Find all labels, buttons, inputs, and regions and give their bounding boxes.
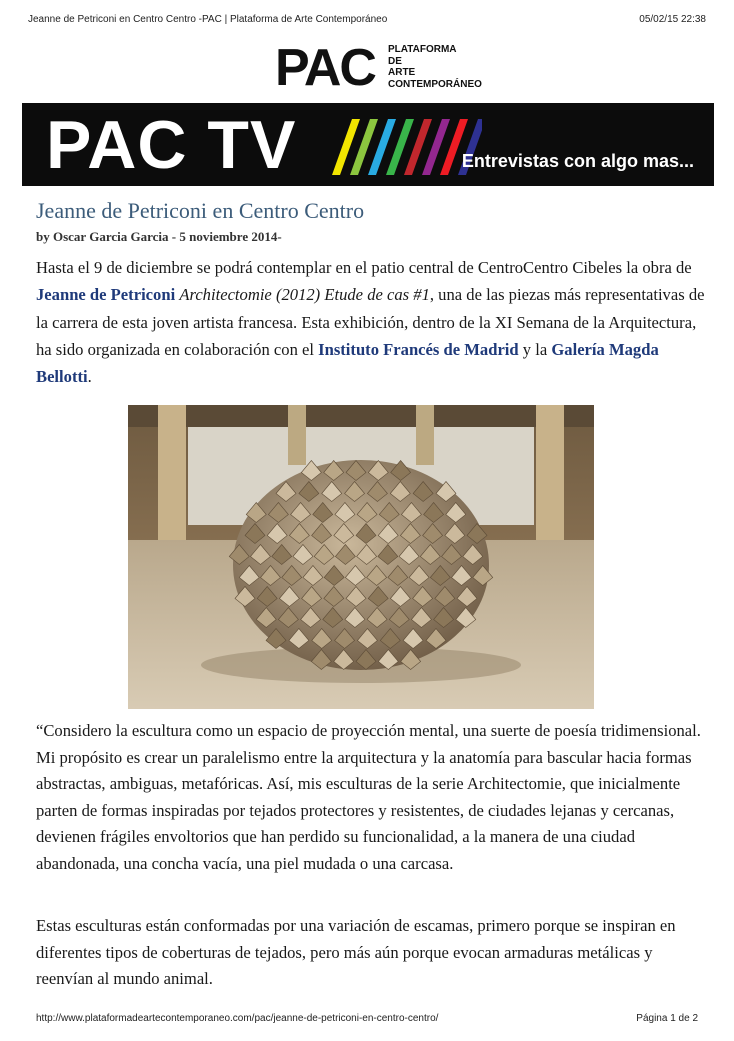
print-footer (36, 1013, 698, 1027)
work-title: Architectomie (2012) Etude de cas #1 (179, 285, 430, 305)
intro-text: , una de las piezas más representativas de la carrera de esta joven artista francesa. Esta exhibición, dentro de la XI Semana de la Arquitectura, ha sido organizada en colaboración con el (36, 285, 705, 359)
byline-separator: - (168, 229, 180, 244)
logo-tagline (388, 44, 518, 90)
intro-paragraph (36, 254, 706, 390)
logo-tagline-line: PLATAFORMA (388, 44, 457, 55)
print-datetime: 05/02/15 22:38 (639, 14, 706, 25)
print-url[interactable]: http://www.plataformadeartecontemporaneo.com/pac/jeanne-de-petriconi-en-centro-centro/ (36, 1013, 439, 1024)
print-header (28, 14, 706, 28)
byline (36, 229, 282, 245)
print-page-title: Jeanne de Petriconi en Centro Centro -PAC | Plataforma de Arte Contemporáneo (28, 14, 388, 25)
byline-author: by Oscar Garcia Garcia (36, 229, 169, 244)
page-number: Página 1 de 2 (636, 1013, 698, 1024)
site-logo[interactable] (275, 40, 515, 96)
logo-tagline-line: DE (388, 55, 402, 67)
logo-tagline-line: ARTE (388, 67, 416, 78)
banner-title: PAC TV (46, 107, 297, 183)
sculpture-photo-drawing (128, 405, 594, 709)
body-paragraph: Estas esculturas están conformadas por una variación de escamas, primero porque se inspiran en diferentes tipos de coberturas de tejados, pero más aún porque evocan armaduras metálicas y reenvían al mundo animal. (36, 916, 676, 988)
intro-text: y la (518, 339, 552, 359)
byline-date: 5 noviembre 2014- (179, 229, 282, 244)
artist-link[interactable]: Jeanne de Petriconi (36, 285, 176, 305)
pactv-banner[interactable] (22, 103, 714, 186)
banner-stripes-icon (322, 115, 482, 181)
gallery-link[interactable]: Galería Magda Bellotti (36, 339, 659, 387)
article-title: Jeanne de Petriconi en Centro Centro (36, 198, 365, 223)
artist-quote: “Considero la escultura como un espacio de proyección mental, una suerte de poesía tridimensional. Mi propósito es crear un paralelismo entre la arquitectura y la anatomía para bascular hacia formas abstractas, ambiguas, metafóricas. Así, mis esculturas de la serie Architectomie, que inicialmente parten de formas inspiradas por tejados protectores y resistentes, de ciudades lejanas y cercanas, devienen frágiles envoltorios que han perdido su funcionalidad, a la manera de una ciudad abandonada, una concha vacía, una piel mudada o una carcasa. (36, 721, 701, 873)
logo-tagline-line: CONTEMPORÁNEO (388, 78, 482, 90)
intro-text: Hasta el 9 de diciembre se podrá contemplar en el patio central de CentroCentro Cibeles la obra de (36, 258, 692, 277)
logo-acronym: PAC (275, 39, 375, 97)
sculpture-photo (128, 405, 594, 709)
banner-subtitle: Entrevistas con algo mas... (461, 151, 694, 171)
intro-text: . (87, 367, 92, 387)
institute-link[interactable]: Instituto Francés de Madrid (318, 339, 519, 359)
